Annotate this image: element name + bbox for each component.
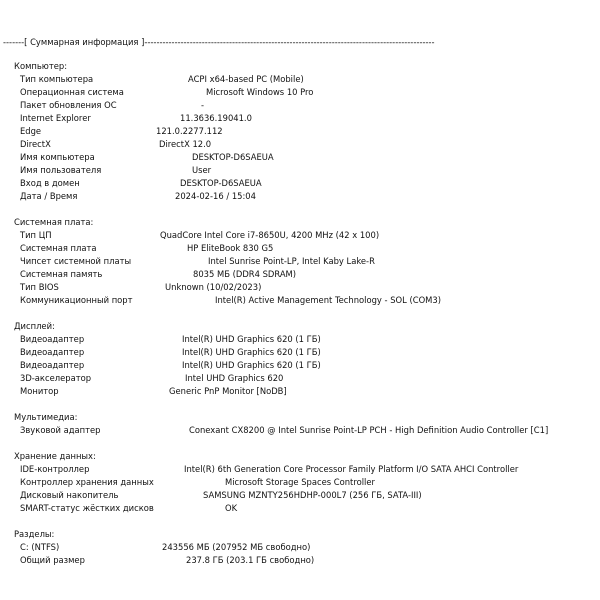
row-value: HP EliteBook 830 G5	[187, 243, 274, 253]
row-value: ACPI x64-based PC (Mobile)	[188, 74, 304, 84]
row-label: C: (NTFS)	[20, 542, 60, 552]
row-label: Видеоадаптер	[20, 334, 85, 344]
row-value: 8035 МБ (DDR4 SDRAM)	[193, 269, 297, 279]
row-label: Тип BIOS	[20, 282, 59, 292]
section-title-multimedia: Мультимедиа:	[14, 412, 78, 422]
row-value: Intel(R) UHD Graphics 620 (1 ГБ)	[182, 334, 321, 344]
row-label: Вход в домен	[20, 178, 80, 188]
row-label: IDE-контроллер	[20, 464, 90, 474]
row-value: Microsoft Storage Spaces Controller	[225, 477, 375, 487]
row-label: Системная память	[20, 269, 103, 279]
row-value: Intel(R) UHD Graphics 620 (1 ГБ)	[182, 347, 321, 357]
row-label: Общий размер	[20, 555, 85, 565]
section-title-storage: Хранение данных:	[14, 451, 96, 461]
row-value: DESKTOP-D6SAEUA	[180, 178, 262, 188]
row-value: -	[201, 100, 205, 110]
row-label: Дисковый накопитель	[20, 490, 119, 500]
row-label: Видеоадаптер	[20, 360, 85, 370]
row-label: Монитор	[20, 386, 59, 396]
section-title-motherboard: Системная плата:	[14, 217, 94, 227]
row-label: Чипсет системной платы	[20, 256, 132, 266]
summary-header: -------[ Суммарная информация ]------------------------------------------------------------------------------------------------	[3, 37, 435, 47]
row-label: DirectX	[20, 139, 51, 149]
row-label: Тип ЦП	[20, 230, 52, 240]
row-value: DESKTOP-D6SAEUA	[192, 152, 274, 162]
section-title-computer: Компьютер:	[14, 61, 68, 71]
row-label: Дата / Время	[20, 191, 78, 201]
row-value: Intel UHD Graphics 620	[185, 373, 284, 383]
row-label: Контроллер хранения данных	[20, 477, 154, 487]
row-label: Коммуникационный порт	[20, 295, 133, 305]
row-label: Имя пользователя	[20, 165, 102, 175]
row-value: Microsoft Windows 10 Pro	[206, 87, 314, 97]
row-label: Edge	[20, 126, 42, 136]
row-value: 121.0.2277.112	[156, 126, 223, 136]
row-label: Internet Explorer	[20, 113, 91, 123]
row-value: Intel Sunrise Point-LP, Intel Kaby Lake-R	[208, 256, 375, 266]
row-label: SMART-статус жёстких дисков	[20, 503, 154, 513]
row-label: Системная плата	[20, 243, 97, 253]
row-value: Conexant CX8200 @ Intel Sunrise Point-LP PCH - High Definition Audio Controller [C1]	[189, 425, 549, 435]
section-title-display: Дисплей:	[14, 321, 55, 331]
row-label: Звуковой адаптер	[20, 425, 101, 435]
row-value: Intel(R) UHD Graphics 620 (1 ГБ)	[182, 360, 321, 370]
row-value: 2024-02-16 / 15:04	[175, 191, 256, 201]
row-value: SAMSUNG MZNTY256HDHP-000L7 (256 ГБ, SATA-III)	[203, 490, 422, 500]
row-value: 243556 МБ (207952 МБ свободно)	[162, 542, 311, 552]
row-value: Intel(R) Active Management Technology - SOL (COM3)	[215, 295, 441, 305]
row-label: Имя компьютера	[20, 152, 95, 162]
row-label: Операционная система	[20, 87, 124, 97]
row-value: QuadCore Intel Core i7-8650U, 4200 MHz (42 x 100)	[160, 230, 380, 240]
row-label: Тип компьютера	[20, 74, 94, 84]
row-value: OK	[225, 503, 238, 513]
row-value: Intel(R) 6th Generation Core Processor Family Platform I/O SATA AHCI Controller	[184, 464, 519, 474]
row-label: Видеоадаптер	[20, 347, 85, 357]
section-title-partitions: Разделы:	[14, 529, 55, 539]
row-value: Unknown (10/02/2023)	[165, 282, 262, 292]
row-value: DirectX 12.0	[159, 139, 212, 149]
row-label: 3D-акселератор	[20, 373, 92, 383]
row-label: Пакет обновления ОС	[20, 100, 117, 110]
row-value: 237.8 ГБ (203.1 ГБ свободно)	[186, 555, 315, 565]
row-value: 11.3636.19041.0	[180, 113, 252, 123]
row-value: Generic PnP Monitor [NoDB]	[169, 386, 287, 396]
row-value: User	[192, 165, 212, 175]
